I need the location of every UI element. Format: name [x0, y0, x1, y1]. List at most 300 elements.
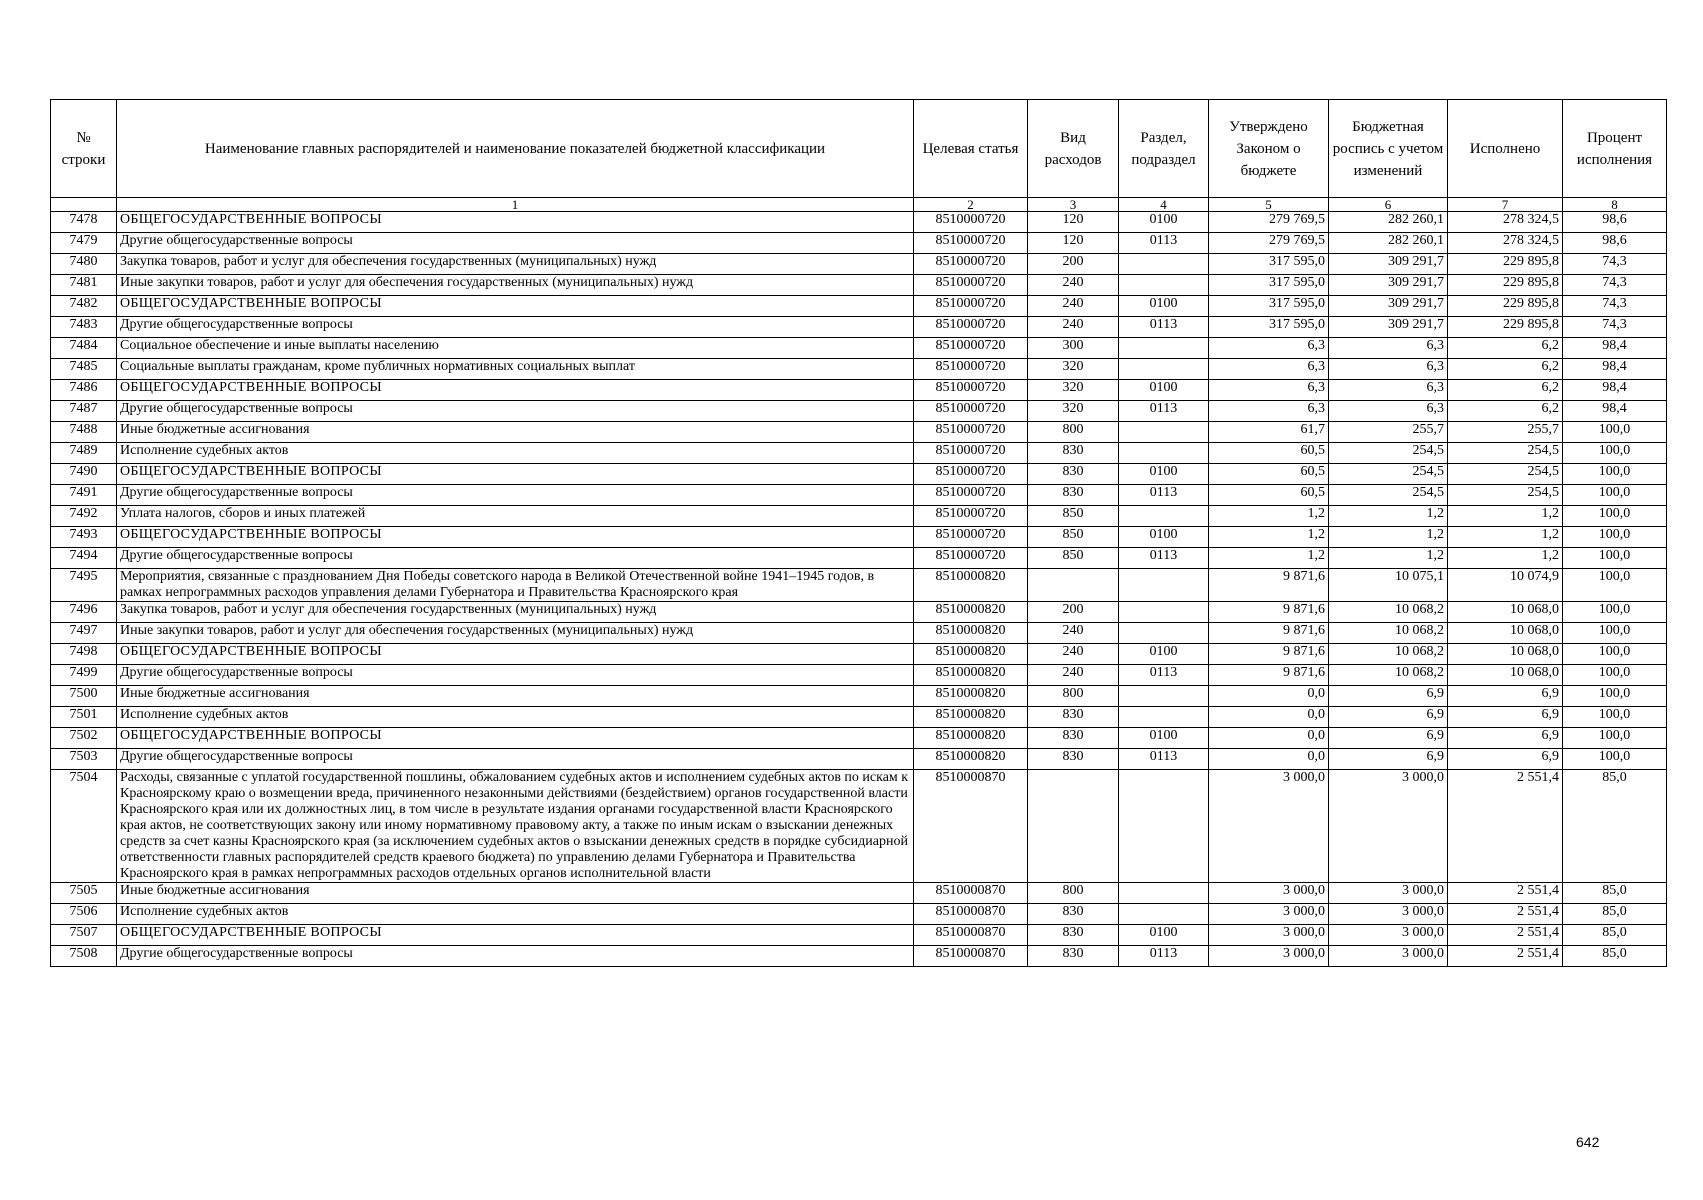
- row-section: [1119, 602, 1209, 623]
- row-section: 0113: [1119, 401, 1209, 422]
- table-row: [51, 749, 1667, 770]
- table-row: [51, 623, 1667, 644]
- row-executed: 6,9: [1448, 749, 1563, 770]
- row-percent: 100,0: [1563, 443, 1667, 464]
- row-name: Иные закупки товаров, работ и услуг для обеспечения государственных (муниципальных) нужд: [117, 623, 914, 644]
- row-percent: 98,4: [1563, 359, 1667, 380]
- row-number: 7506: [51, 904, 117, 925]
- row-target-article: 8510000720: [914, 359, 1028, 380]
- row-target-article: 8510000720: [914, 401, 1028, 422]
- row-expense-kind: 240: [1028, 665, 1119, 686]
- row-executed: 278 324,5: [1448, 233, 1563, 254]
- row-approved: 3 000,0: [1209, 883, 1329, 904]
- column-number-row: [51, 198, 1667, 212]
- row-number: 7483: [51, 317, 117, 338]
- column-number: 4: [1119, 198, 1209, 212]
- row-expense-kind: 830: [1028, 485, 1119, 506]
- budget-table: [50, 99, 1667, 967]
- row-expense-kind: 320: [1028, 359, 1119, 380]
- row-roster: 6,9: [1329, 749, 1448, 770]
- header-section: Раздел, подраздел: [1119, 100, 1209, 198]
- row-roster: 10 068,2: [1329, 665, 1448, 686]
- row-executed: 2 551,4: [1448, 883, 1563, 904]
- row-section: [1119, 275, 1209, 296]
- row-target-article: 8510000820: [914, 569, 1028, 602]
- row-section: 0100: [1119, 464, 1209, 485]
- row-expense-kind: 830: [1028, 443, 1119, 464]
- row-approved: 0,0: [1209, 728, 1329, 749]
- row-expense-kind: 240: [1028, 623, 1119, 644]
- row-number: 7481: [51, 275, 117, 296]
- row-roster: 1,2: [1329, 506, 1448, 527]
- row-target-article: 8510000720: [914, 422, 1028, 443]
- row-roster: 10 068,2: [1329, 623, 1448, 644]
- row-target-article: 8510000820: [914, 644, 1028, 665]
- column-number: 3: [1028, 198, 1119, 212]
- row-percent: 100,0: [1563, 665, 1667, 686]
- row-executed: 10 068,0: [1448, 602, 1563, 623]
- row-executed: 2 551,4: [1448, 925, 1563, 946]
- row-roster: 1,2: [1329, 527, 1448, 548]
- row-executed: 229 895,8: [1448, 254, 1563, 275]
- row-executed: 254,5: [1448, 443, 1563, 464]
- row-percent: 74,3: [1563, 296, 1667, 317]
- row-name: Другие общегосударственные вопросы: [117, 233, 914, 254]
- table-body: [51, 212, 1667, 967]
- table-row: [51, 770, 1667, 883]
- row-name: Другие общегосударственные вопросы: [117, 401, 914, 422]
- row-percent: 98,6: [1563, 212, 1667, 233]
- row-expense-kind: 240: [1028, 644, 1119, 665]
- row-target-article: 8510000870: [914, 883, 1028, 904]
- row-number: 7508: [51, 946, 117, 967]
- row-executed: 255,7: [1448, 422, 1563, 443]
- row-target-article: 8510000820: [914, 602, 1028, 623]
- row-roster: 6,3: [1329, 359, 1448, 380]
- table-row: [51, 338, 1667, 359]
- row-executed: 10 068,0: [1448, 665, 1563, 686]
- row-name: Исполнение судебных актов: [117, 443, 914, 464]
- row-section: 0100: [1119, 527, 1209, 548]
- table-row: [51, 904, 1667, 925]
- row-approved: 317 595,0: [1209, 317, 1329, 338]
- row-roster: 309 291,7: [1329, 317, 1448, 338]
- table-row: [51, 569, 1667, 602]
- row-name: Исполнение судебных актов: [117, 707, 914, 728]
- row-number: 7498: [51, 644, 117, 665]
- row-name: Другие общегосударственные вопросы: [117, 946, 914, 967]
- row-executed: 1,2: [1448, 548, 1563, 569]
- row-section: [1119, 623, 1209, 644]
- row-percent: 100,0: [1563, 506, 1667, 527]
- row-number: 7501: [51, 707, 117, 728]
- table-row: [51, 506, 1667, 527]
- row-number: 7482: [51, 296, 117, 317]
- row-target-article: 8510000720: [914, 485, 1028, 506]
- table-row: [51, 401, 1667, 422]
- row-expense-kind: 320: [1028, 380, 1119, 401]
- row-approved: 61,7: [1209, 422, 1329, 443]
- row-executed: 6,2: [1448, 401, 1563, 422]
- row-roster: 282 260,1: [1329, 212, 1448, 233]
- table-row: [51, 317, 1667, 338]
- row-executed: 6,9: [1448, 686, 1563, 707]
- table-row: [51, 485, 1667, 506]
- row-approved: 9 871,6: [1209, 623, 1329, 644]
- row-name: ОБЩЕГОСУДАРСТВЕННЫЕ ВОПРОСЫ: [117, 527, 914, 548]
- table-row: [51, 422, 1667, 443]
- row-roster: 309 291,7: [1329, 296, 1448, 317]
- header-approved: Утверждено Законом о бюджете: [1209, 100, 1329, 198]
- row-executed: 254,5: [1448, 485, 1563, 506]
- row-number: 7493: [51, 527, 117, 548]
- header-kind: Вид расходов: [1028, 100, 1119, 198]
- table-row: [51, 296, 1667, 317]
- row-section: 0113: [1119, 946, 1209, 967]
- table-row: [51, 464, 1667, 485]
- row-name: Закупка товаров, работ и услуг для обеспечения государственных (муниципальных) нужд: [117, 602, 914, 623]
- row-section: 0113: [1119, 749, 1209, 770]
- row-name: Иные бюджетные ассигнования: [117, 883, 914, 904]
- row-percent: 85,0: [1563, 946, 1667, 967]
- row-roster: 6,9: [1329, 728, 1448, 749]
- row-name: Другие общегосударственные вопросы: [117, 317, 914, 338]
- header-name: Наименование главных распорядителей и наименование показателей бюджетной классификации: [117, 100, 914, 198]
- row-roster: 6,9: [1329, 707, 1448, 728]
- row-roster: 3 000,0: [1329, 925, 1448, 946]
- row-name: ОБЩЕГОСУДАРСТВЕННЫЕ ВОПРОСЫ: [117, 925, 914, 946]
- row-number: 7480: [51, 254, 117, 275]
- row-roster: 309 291,7: [1329, 275, 1448, 296]
- row-number: 7491: [51, 485, 117, 506]
- row-target-article: 8510000720: [914, 464, 1028, 485]
- row-expense-kind: 240: [1028, 296, 1119, 317]
- table-row: [51, 233, 1667, 254]
- row-name: ОБЩЕГОСУДАРСТВЕННЫЕ ВОПРОСЫ: [117, 296, 914, 317]
- row-name: ОБЩЕГОСУДАРСТВЕННЫЕ ВОПРОСЫ: [117, 728, 914, 749]
- row-section: 0100: [1119, 212, 1209, 233]
- row-approved: 9 871,6: [1209, 569, 1329, 602]
- row-number: 7502: [51, 728, 117, 749]
- row-expense-kind: 240: [1028, 275, 1119, 296]
- row-section: [1119, 569, 1209, 602]
- row-executed: 6,2: [1448, 338, 1563, 359]
- row-name: ОБЩЕГОСУДАРСТВЕННЫЕ ВОПРОСЫ: [117, 380, 914, 401]
- row-section: [1119, 338, 1209, 359]
- row-percent: 100,0: [1563, 623, 1667, 644]
- row-target-article: 8510000720: [914, 275, 1028, 296]
- row-section: 0113: [1119, 548, 1209, 569]
- row-percent: 100,0: [1563, 422, 1667, 443]
- table-row: [51, 665, 1667, 686]
- row-target-article: 8510000870: [914, 770, 1028, 883]
- budget-table-sheet: [50, 99, 1666, 967]
- row-section: 0113: [1119, 233, 1209, 254]
- column-number: 1: [117, 198, 914, 212]
- row-percent: 98,4: [1563, 380, 1667, 401]
- row-target-article: 8510000820: [914, 749, 1028, 770]
- header-row-no: № строки: [51, 100, 117, 198]
- row-approved: 1,2: [1209, 506, 1329, 527]
- row-expense-kind: [1028, 770, 1119, 883]
- row-target-article: 8510000720: [914, 254, 1028, 275]
- row-expense-kind: 300: [1028, 338, 1119, 359]
- row-name: Социальное обеспечение и иные выплаты населению: [117, 338, 914, 359]
- row-approved: 6,3: [1209, 359, 1329, 380]
- row-expense-kind: 850: [1028, 548, 1119, 569]
- header-row: [51, 100, 1667, 198]
- row-executed: 10 068,0: [1448, 623, 1563, 644]
- row-number: 7496: [51, 602, 117, 623]
- row-expense-kind: 850: [1028, 506, 1119, 527]
- row-name: Закупка товаров, работ и услуг для обеспечения государственных (муниципальных) нужд: [117, 254, 914, 275]
- row-approved: 60,5: [1209, 464, 1329, 485]
- row-name: Расходы, связанные с уплатой государственной пошлины, обжалованием судебных актов и исполнением судебных актов по искам к Красноярскому краю о возмещении вреда, причиненного незаконными действиями (бездействием) органов государственной власти Красноярского края или их должностных лиц, в том числе в результате издания органами государственной власти Красноярского края актов, не соответствующих закону или иному нормативному правовому акту, а также по иным искам о взыскании денежных средств за счет казны Красноярского края (за исключением судебных актов о взыскании денежных средств в порядке субсидиарной ответственности главных распорядителей средств краевого бюджета) по управлению делами Губернатора и Правительства Красноярского края в рамках непрограммных расходов отдельных органов исполнительной власти: [117, 770, 914, 883]
- row-name: Социальные выплаты гражданам, кроме публичных нормативных социальных выплат: [117, 359, 914, 380]
- table-row: [51, 359, 1667, 380]
- row-percent: 74,3: [1563, 317, 1667, 338]
- row-expense-kind: 800: [1028, 422, 1119, 443]
- row-percent: 100,0: [1563, 707, 1667, 728]
- row-expense-kind: 830: [1028, 728, 1119, 749]
- row-number: 7499: [51, 665, 117, 686]
- row-roster: 1,2: [1329, 548, 1448, 569]
- row-target-article: 8510000820: [914, 728, 1028, 749]
- row-name: Иные бюджетные ассигнования: [117, 422, 914, 443]
- row-expense-kind: 830: [1028, 707, 1119, 728]
- row-executed: 2 551,4: [1448, 946, 1563, 967]
- row-expense-kind: 800: [1028, 883, 1119, 904]
- row-section: 0100: [1119, 296, 1209, 317]
- header-target: Целевая статья: [914, 100, 1028, 198]
- row-name: ОБЩЕГОСУДАРСТВЕННЫЕ ВОПРОСЫ: [117, 464, 914, 485]
- row-name: Другие общегосударственные вопросы: [117, 548, 914, 569]
- row-number: 7494: [51, 548, 117, 569]
- row-roster: 3 000,0: [1329, 770, 1448, 883]
- row-target-article: 8510000720: [914, 548, 1028, 569]
- row-section: 0100: [1119, 644, 1209, 665]
- table-row: [51, 527, 1667, 548]
- table-row: [51, 728, 1667, 749]
- row-approved: 9 871,6: [1209, 644, 1329, 665]
- row-approved: 60,5: [1209, 443, 1329, 464]
- row-section: [1119, 359, 1209, 380]
- row-number: 7488: [51, 422, 117, 443]
- table-row: [51, 254, 1667, 275]
- row-target-article: 8510000870: [914, 904, 1028, 925]
- row-approved: 3 000,0: [1209, 770, 1329, 883]
- row-number: 7489: [51, 443, 117, 464]
- row-target-article: 8510000870: [914, 925, 1028, 946]
- row-expense-kind: 850: [1028, 527, 1119, 548]
- row-approved: 3 000,0: [1209, 925, 1329, 946]
- table-row: [51, 883, 1667, 904]
- row-number: 7504: [51, 770, 117, 883]
- row-expense-kind: 830: [1028, 946, 1119, 967]
- row-approved: 3 000,0: [1209, 946, 1329, 967]
- row-approved: 60,5: [1209, 485, 1329, 506]
- row-number: 7485: [51, 359, 117, 380]
- row-expense-kind: 200: [1028, 254, 1119, 275]
- table-row: [51, 380, 1667, 401]
- column-number: 2: [914, 198, 1028, 212]
- row-number: 7495: [51, 569, 117, 602]
- row-expense-kind: 320: [1028, 401, 1119, 422]
- row-executed: 229 895,8: [1448, 296, 1563, 317]
- table-row: [51, 644, 1667, 665]
- row-percent: 100,0: [1563, 686, 1667, 707]
- row-approved: 0,0: [1209, 686, 1329, 707]
- row-approved: 317 595,0: [1209, 296, 1329, 317]
- row-percent: 74,3: [1563, 275, 1667, 296]
- row-percent: 100,0: [1563, 485, 1667, 506]
- row-executed: 10 068,0: [1448, 644, 1563, 665]
- row-approved: 9 871,6: [1209, 665, 1329, 686]
- row-roster: 254,5: [1329, 464, 1448, 485]
- row-percent: 85,0: [1563, 770, 1667, 883]
- row-name: Другие общегосударственные вопросы: [117, 749, 914, 770]
- row-percent: 98,4: [1563, 338, 1667, 359]
- row-number: 7487: [51, 401, 117, 422]
- row-section: [1119, 506, 1209, 527]
- row-roster: 254,5: [1329, 485, 1448, 506]
- row-target-article: 8510000720: [914, 380, 1028, 401]
- row-percent: 74,3: [1563, 254, 1667, 275]
- row-section: [1119, 904, 1209, 925]
- row-number: 7478: [51, 212, 117, 233]
- row-percent: 100,0: [1563, 527, 1667, 548]
- row-target-article: 8510000820: [914, 665, 1028, 686]
- row-approved: 6,3: [1209, 401, 1329, 422]
- row-section: 0113: [1119, 665, 1209, 686]
- row-approved: 279 769,5: [1209, 233, 1329, 254]
- row-roster: 255,7: [1329, 422, 1448, 443]
- row-executed: 6,2: [1448, 359, 1563, 380]
- row-executed: 2 551,4: [1448, 904, 1563, 925]
- row-roster: 3 000,0: [1329, 946, 1448, 967]
- row-percent: 100,0: [1563, 464, 1667, 485]
- row-executed: 254,5: [1448, 464, 1563, 485]
- row-percent: 98,4: [1563, 401, 1667, 422]
- row-target-article: 8510000720: [914, 212, 1028, 233]
- row-number: 7479: [51, 233, 117, 254]
- row-percent: 100,0: [1563, 548, 1667, 569]
- row-section: [1119, 707, 1209, 728]
- column-number: 6: [1329, 198, 1448, 212]
- row-name: Уплата налогов, сборов и иных платежей: [117, 506, 914, 527]
- row-section: [1119, 770, 1209, 883]
- column-number: 7: [1448, 198, 1563, 212]
- row-percent: 85,0: [1563, 925, 1667, 946]
- row-executed: 278 324,5: [1448, 212, 1563, 233]
- row-section: [1119, 686, 1209, 707]
- row-section: 0100: [1119, 728, 1209, 749]
- row-roster: 10 068,2: [1329, 602, 1448, 623]
- row-expense-kind: [1028, 569, 1119, 602]
- row-approved: 6,3: [1209, 338, 1329, 359]
- table-row: [51, 602, 1667, 623]
- row-roster: 309 291,7: [1329, 254, 1448, 275]
- row-section: [1119, 254, 1209, 275]
- row-name: Другие общегосударственные вопросы: [117, 485, 914, 506]
- row-percent: 85,0: [1563, 883, 1667, 904]
- row-target-article: 8510000820: [914, 707, 1028, 728]
- row-executed: 10 074,9: [1448, 569, 1563, 602]
- row-section: [1119, 422, 1209, 443]
- row-number: 7507: [51, 925, 117, 946]
- row-percent: 100,0: [1563, 569, 1667, 602]
- row-percent: 100,0: [1563, 602, 1667, 623]
- row-percent: 85,0: [1563, 904, 1667, 925]
- row-name: ОБЩЕГОСУДАРСТВЕННЫЕ ВОПРОСЫ: [117, 212, 914, 233]
- row-percent: 100,0: [1563, 644, 1667, 665]
- row-section: [1119, 443, 1209, 464]
- row-section: 0113: [1119, 317, 1209, 338]
- row-target-article: 8510000870: [914, 946, 1028, 967]
- row-roster: 6,3: [1329, 338, 1448, 359]
- row-target-article: 8510000720: [914, 233, 1028, 254]
- row-section: 0113: [1119, 485, 1209, 506]
- table-row: [51, 925, 1667, 946]
- row-expense-kind: 830: [1028, 904, 1119, 925]
- row-executed: 6,9: [1448, 707, 1563, 728]
- table-row: [51, 275, 1667, 296]
- row-roster: 282 260,1: [1329, 233, 1448, 254]
- row-number: 7490: [51, 464, 117, 485]
- row-name: Мероприятия, связанные с празднованием Дня Победы советского народа в Великой Отечественной войне 1941–1945 годов, в рамках непрограммных расходов управления делами Губернатора и Правительства Красноярского края: [117, 569, 914, 602]
- row-name: Иные закупки товаров, работ и услуг для обеспечения государственных (муниципальных) нужд: [117, 275, 914, 296]
- row-roster: 3 000,0: [1329, 904, 1448, 925]
- row-name: Исполнение судебных актов: [117, 904, 914, 925]
- row-approved: 9 871,6: [1209, 602, 1329, 623]
- row-roster: 6,3: [1329, 401, 1448, 422]
- row-approved: 1,2: [1209, 548, 1329, 569]
- row-section: 0100: [1119, 925, 1209, 946]
- row-target-article: 8510000820: [914, 686, 1028, 707]
- row-executed: 6,9: [1448, 728, 1563, 749]
- row-target-article: 8510000720: [914, 527, 1028, 548]
- row-approved: 279 769,5: [1209, 212, 1329, 233]
- row-percent: 98,6: [1563, 233, 1667, 254]
- row-executed: 1,2: [1448, 527, 1563, 548]
- row-percent: 100,0: [1563, 728, 1667, 749]
- header-roster: Бюджетная роспись с учетом изменений: [1329, 100, 1448, 198]
- row-expense-kind: 830: [1028, 925, 1119, 946]
- row-expense-kind: 200: [1028, 602, 1119, 623]
- row-executed: 2 551,4: [1448, 770, 1563, 883]
- row-expense-kind: 800: [1028, 686, 1119, 707]
- row-name: Другие общегосударственные вопросы: [117, 665, 914, 686]
- row-section: [1119, 883, 1209, 904]
- row-number: 7492: [51, 506, 117, 527]
- page-number: 642: [1576, 1134, 1600, 1150]
- row-approved: 0,0: [1209, 707, 1329, 728]
- row-approved: 6,3: [1209, 380, 1329, 401]
- row-roster: 6,3: [1329, 380, 1448, 401]
- row-roster: 6,9: [1329, 686, 1448, 707]
- row-target-article: 8510000720: [914, 506, 1028, 527]
- row-target-article: 8510000720: [914, 338, 1028, 359]
- row-executed: 6,2: [1448, 380, 1563, 401]
- row-expense-kind: 120: [1028, 233, 1119, 254]
- row-target-article: 8510000720: [914, 443, 1028, 464]
- row-roster: 10 075,1: [1329, 569, 1448, 602]
- row-roster: 10 068,2: [1329, 644, 1448, 665]
- row-executed: 229 895,8: [1448, 317, 1563, 338]
- table-row: [51, 946, 1667, 967]
- table-row: [51, 212, 1667, 233]
- row-expense-kind: 830: [1028, 749, 1119, 770]
